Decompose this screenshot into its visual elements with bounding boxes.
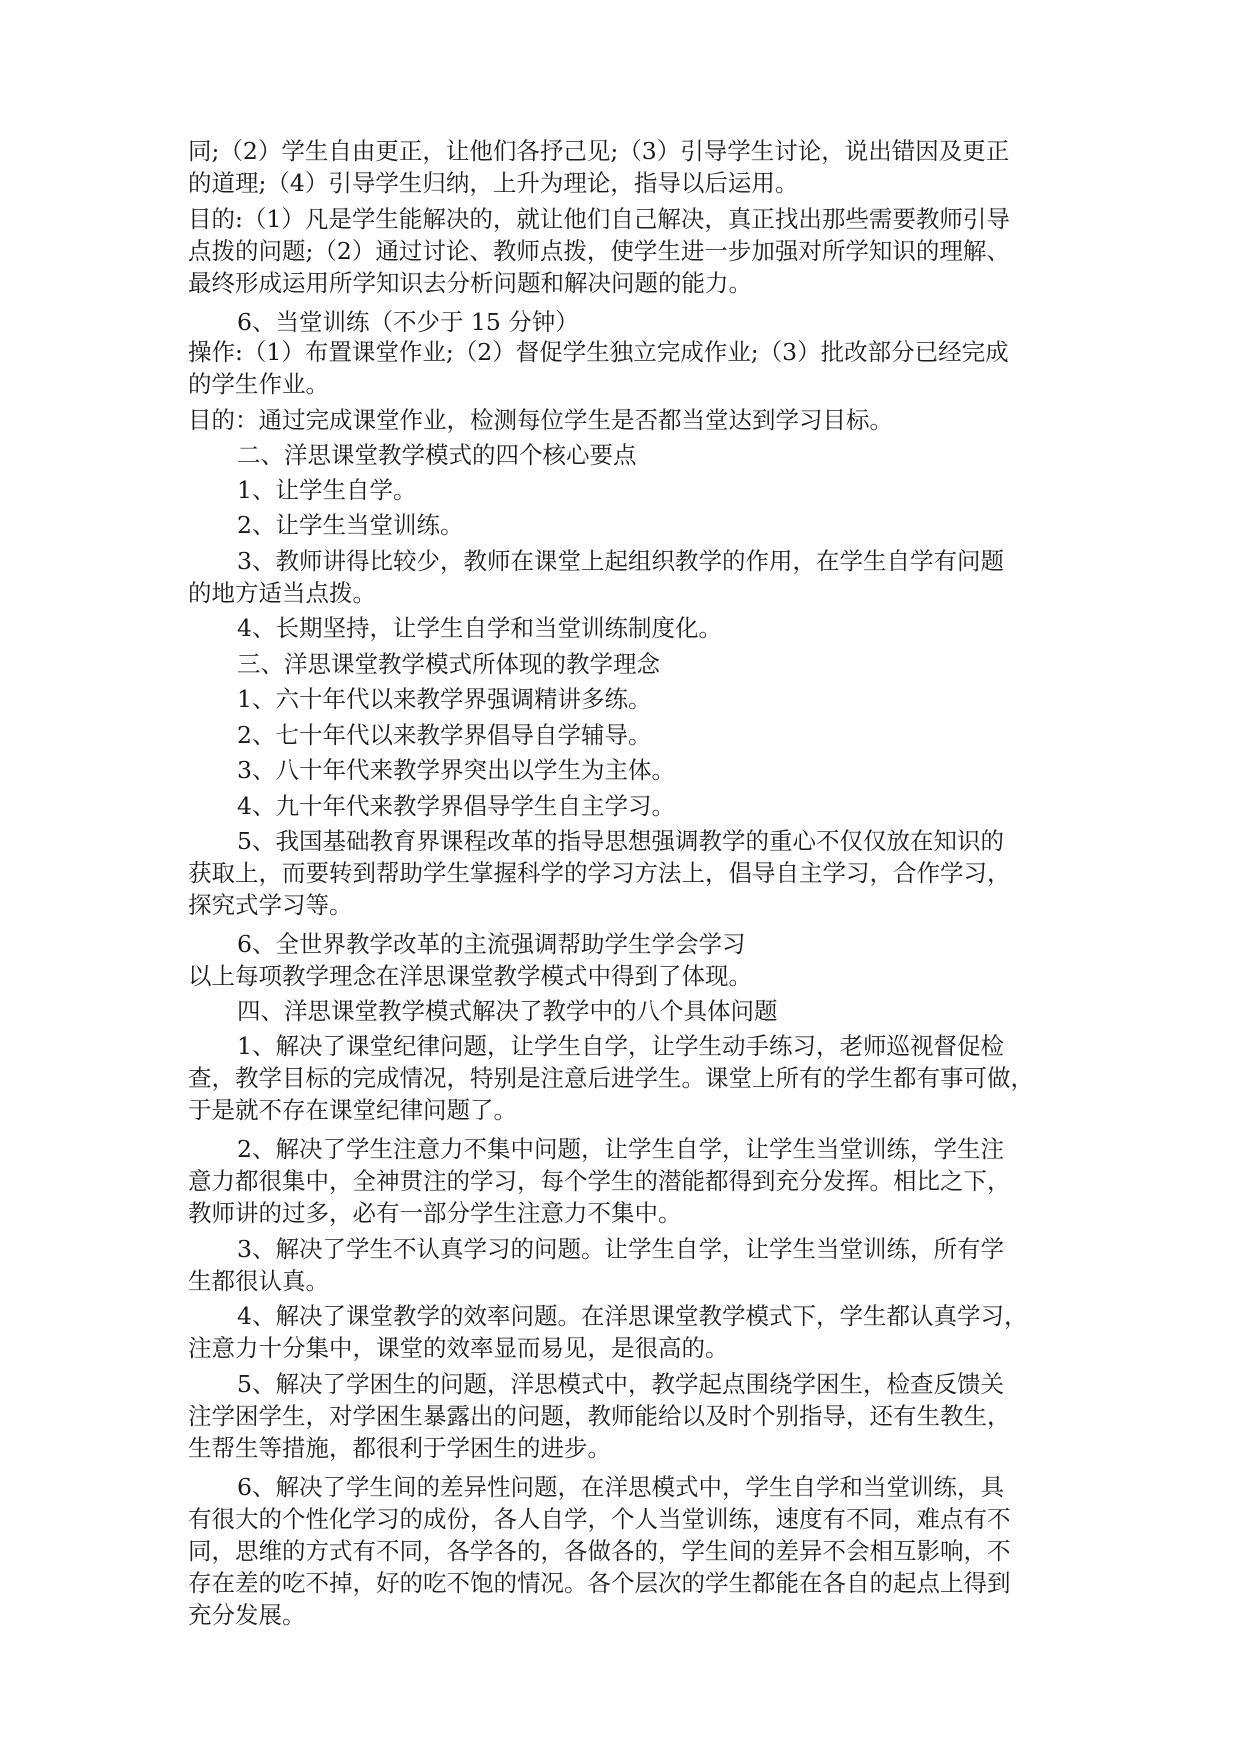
text-line: 存在差的吃不掉，好的吃不饱的情况。各个层次的学生都能在各自的起点上得到 — [188, 1569, 1011, 1597]
text-line: 注学困学生，对学困生暴露出的问题，教师能给以及时个别指导，还有生教生， — [188, 1402, 1011, 1430]
text-line: 探究式学习等。 — [188, 891, 353, 919]
text-line: 的道理;（4）引导学生归纳，上升为理论，指导以后运用。 — [188, 169, 799, 197]
text-line: 最终形成运用所学知识去分析问题和解决问题的能力。 — [188, 269, 752, 297]
text-line: 同;（2）学生自由更正，让他们各抒己见;（3）引导学生讨论，说出错因及更正 — [188, 137, 1010, 165]
text-line: 有很大的个性化学习的成份，各人自学，个人当堂训练，速度有不同，难点有不 — [188, 1505, 1011, 1533]
text-line: 四、洋思课堂教学模式解决了教学中的八个具体问题 — [237, 997, 778, 1025]
text-line: 2、解决了学生注意力不集中问题，让学生自学，让学生当堂训练，学生注 — [237, 1135, 1004, 1163]
text-line: 以上每项教学理念在洋思课堂教学模式中得到了体现。 — [188, 962, 752, 990]
text-line: 3、八十年代来教学界突出以学生为主体。 — [237, 756, 675, 784]
text-line: 查，教学目标的完成情况，特别是注意后进学生。课堂上所有的学生都有事可做， — [188, 1064, 1034, 1092]
text-line: 同，思维的方式有不同，各学各的，各做各的，学生间的差异不会相互影响，不 — [188, 1537, 1011, 1565]
text-line: 5、解决了学困生的问题，洋思模式中，教学起点围绕学困生，检查反馈关 — [237, 1370, 1004, 1398]
text-line: 3、教师讲得比较少，教师在课堂上起组织教学的作用，在学生自学有问题 — [237, 547, 1004, 575]
text-line: 生帮生等措施，都很利于学困生的进步。 — [188, 1434, 611, 1462]
text-line: 意力都很集中，全神贯注的学习，每个学生的潜能都得到充分发挥。相比之下， — [188, 1167, 1011, 1195]
text-line: 获取上，而要转到帮助学生掌握科学的学习方法上，倡导自主学习，合作学习， — [188, 859, 1011, 887]
text-line: 点拨的问题;（2）通过讨论、教师点拨，使学生进一步加强对所学知识的理解、 — [188, 237, 1010, 265]
text-line: 生都很认真。 — [188, 1267, 329, 1295]
text-line: 4、解决了课堂教学的效率问题。在洋思课堂教学模式下，学生都认真学习， — [237, 1302, 1028, 1330]
text-line: 1、让学生自学。 — [237, 476, 417, 504]
text-line: 操作:（1）布置课堂作业;（2）督促学生独立完成作业;（3）批改部分已经完成 — [188, 338, 1009, 366]
text-line: 4、长期坚持，让学生自学和当堂训练制度化。 — [237, 614, 722, 642]
text-line: 教师讲的过多，必有一部分学生注意力不集中。 — [188, 1199, 682, 1227]
text-line: 1、六十年代以来教学界强调精讲多练。 — [237, 685, 652, 713]
text-line: 于是就不存在课堂纪律问题了。 — [188, 1096, 517, 1124]
text-line: 6、当堂训练（不少于 15 分钟） — [237, 308, 579, 336]
text-line: 三、洋思课堂教学模式所体现的教学理念 — [237, 650, 660, 678]
text-line: 的地方适当点拨。 — [188, 579, 376, 607]
text-line: 5、我国基础教育界课程改革的指导思想强调教学的重心不仅仅放在知识的 — [237, 827, 1004, 855]
text-line: 注意力十分集中，课堂的效率显而易见，是很高的。 — [188, 1334, 729, 1362]
text-line: 充分发展。 — [188, 1601, 306, 1629]
text-line: 6、解决了学生间的差异性问题，在洋思模式中，学生自学和当堂训练，具 — [237, 1473, 1004, 1501]
text-line: 3、解决了学生不认真学习的问题。让学生自学，让学生当堂训练，所有学 — [237, 1235, 1004, 1263]
text-line: 的学生作业。 — [188, 370, 329, 398]
text-line: 4、九十年代来教学界倡导学生自主学习。 — [237, 792, 675, 820]
text-line: 2、让学生当堂训练。 — [237, 511, 464, 539]
text-line: 1、解决了课堂纪律问题，让学生自学，让学生动手练习，老师巡视督促检 — [237, 1032, 1004, 1060]
text-line: 目的:（1）凡是学生能解决的，就让他们自己解决，真正找出那些需要教师引导 — [188, 205, 1010, 233]
text-line: 6、全世界教学改革的主流强调帮助学生学会学习 — [237, 930, 746, 958]
text-line: 二、洋思课堂教学模式的四个核心要点 — [237, 441, 637, 469]
text-line: 目的：通过完成课堂作业，检测每位学生是否都当堂达到学习目标。 — [188, 406, 893, 434]
text-line: 2、七十年代以来教学界倡导自学辅导。 — [237, 721, 652, 749]
